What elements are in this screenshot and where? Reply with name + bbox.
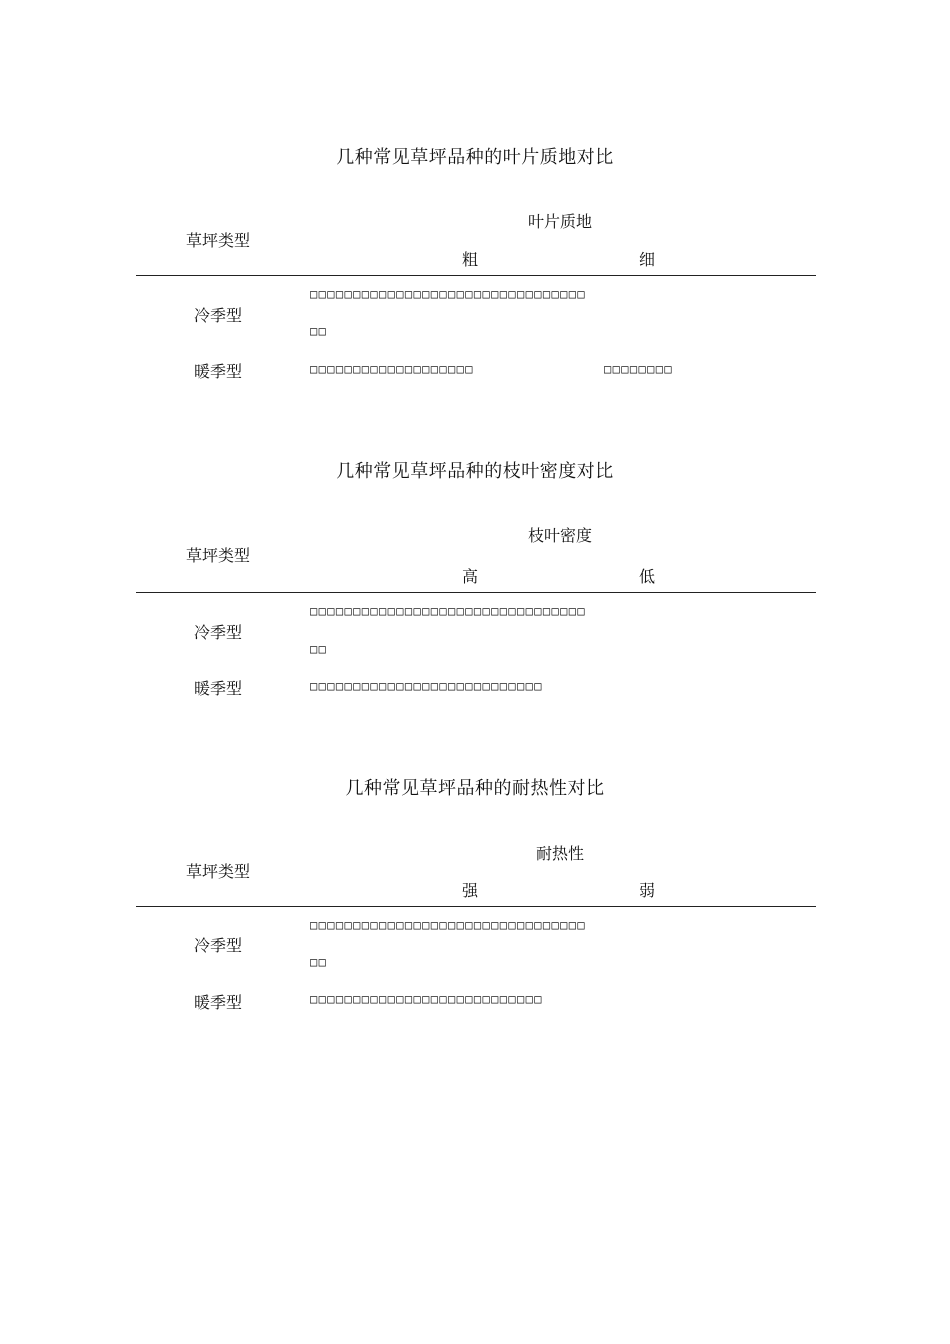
cell-cool-line2: □□ xyxy=(310,955,328,969)
header-rule xyxy=(136,906,816,907)
row-header: 草坪类型 xyxy=(185,231,250,250)
group-header: 枝叶密度 xyxy=(527,526,592,545)
cell-warm-a: □□□□□□□□□□□□□□□□□□□□□□□□□□□ xyxy=(310,679,543,693)
column-header-a: 强 xyxy=(461,881,478,900)
row-header: 草坪类型 xyxy=(185,862,250,881)
column-header-a: 高 xyxy=(461,567,478,586)
cell-warm-b: □□□□□□□□ xyxy=(604,362,673,376)
group-header: 叶片质地 xyxy=(527,212,592,231)
column-header-b: 低 xyxy=(638,567,655,586)
row-label-warm-season: 暖季型 xyxy=(193,362,242,381)
row-label-cool-season: 冷季型 xyxy=(193,623,242,642)
row-header: 草坪类型 xyxy=(185,546,250,565)
cell-cool-line1: □□□□□□□□□□□□□□□□□□□□□□□□□□□□□□□□ xyxy=(310,918,586,932)
row-label-warm-season: 暖季型 xyxy=(193,679,242,698)
header-rule xyxy=(136,275,816,276)
column-header-b: 细 xyxy=(638,250,655,269)
table-title: 几种常见草坪品种的枝叶密度对比 xyxy=(336,461,614,482)
cell-cool-line1: □□□□□□□□□□□□□□□□□□□□□□□□□□□□□□□□ xyxy=(310,287,586,301)
group-header: 耐热性 xyxy=(535,844,584,863)
column-header-b: 弱 xyxy=(638,881,655,900)
row-label-cool-season: 冷季型 xyxy=(193,306,242,325)
table-title: 几种常见草坪品种的耐热性对比 xyxy=(345,778,605,799)
row-label-warm-season: 暖季型 xyxy=(193,993,242,1012)
row-label-cool-season: 冷季型 xyxy=(193,936,242,955)
cell-cool-line1: □□□□□□□□□□□□□□□□□□□□□□□□□□□□□□□□ xyxy=(310,604,586,618)
cell-cool-line2: □□ xyxy=(310,642,328,656)
header-rule xyxy=(136,592,816,593)
cell-cool-line2: □□ xyxy=(310,324,328,338)
cell-warm-a: □□□□□□□□□□□□□□□□□□□□□□□□□□□ xyxy=(310,992,543,1006)
table-title: 几种常见草坪品种的叶片质地对比 xyxy=(336,147,614,168)
cell-warm-a: □□□□□□□□□□□□□□□□□□□ xyxy=(310,362,474,376)
column-header-a: 粗 xyxy=(461,250,478,269)
